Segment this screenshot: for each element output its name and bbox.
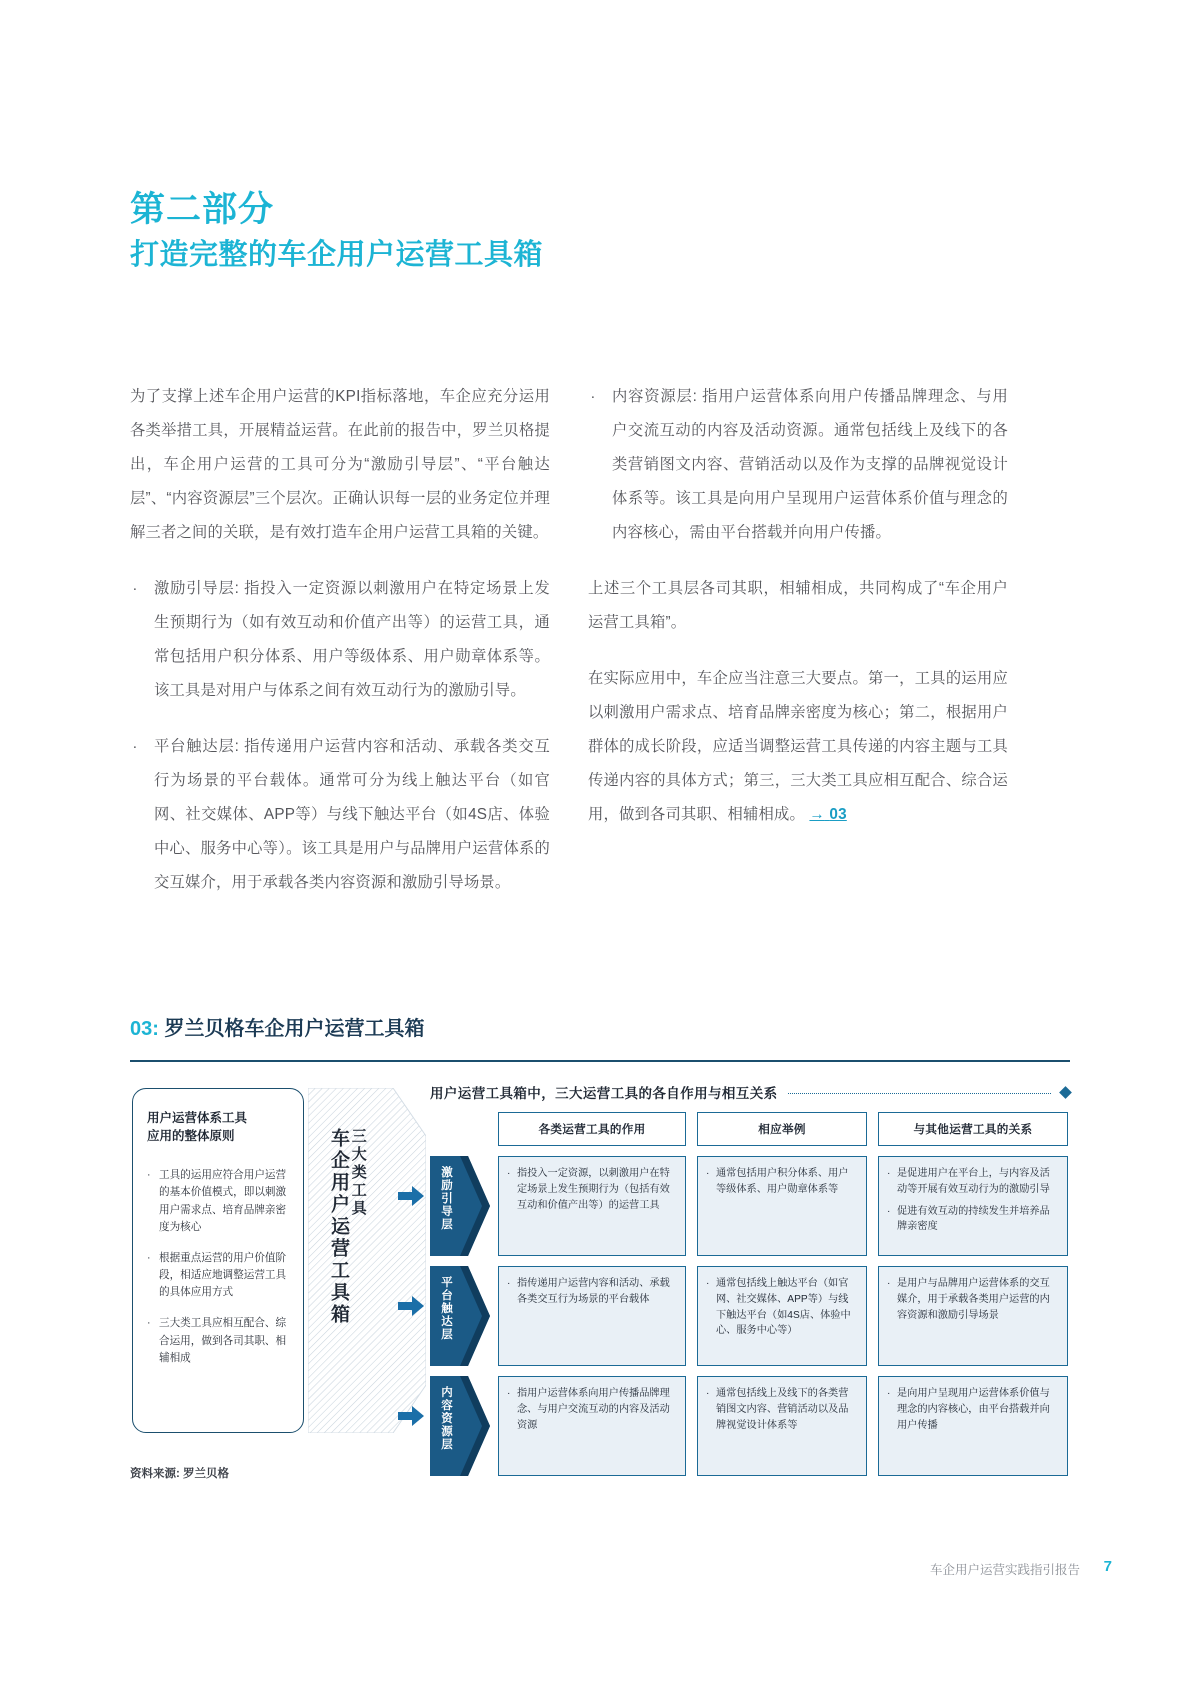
cell-list bbox=[887, 1386, 1059, 1433]
bullet-dot-icon: · bbox=[507, 1278, 511, 1289]
list-item-text: 通常包括线上及线下的各类营销图文内容、营销活动以及品牌视觉设计体系等 bbox=[716, 1388, 849, 1431]
bullet-dot-icon: · bbox=[507, 1168, 511, 1179]
list-item-text: 促进有效互动的持续发生并培养品牌亲密度 bbox=[897, 1205, 1050, 1233]
application-paragraph-text: 在实际应用中，车企应当注意三大要点。第一，工具的运用应以刺激用户需求点、培育品牌亲密度为核心；第二，根据用户群体的成长阶段，应适当调整运营工具传递的内容主题与工具传递内容的具体方式；第三，三大类工具应相互配合、综合运用，做到各司其职、相辅相成。 bbox=[588, 670, 1008, 823]
row-cells bbox=[490, 1376, 1070, 1476]
cell-list bbox=[706, 1276, 858, 1339]
principle-card-title bbox=[147, 1109, 289, 1145]
list-item-text: 工具的运用应符合用户运营的基本价值模式，即以刺激用户需求点、培育品牌亲密度为核心 bbox=[159, 1169, 287, 1233]
source-note: 资料来源: 罗兰贝格 bbox=[130, 1468, 230, 1480]
connector-arrow-icon-3 bbox=[398, 1404, 426, 1428]
bullet-dot-icon: · bbox=[590, 388, 596, 405]
funnel-label-line2: 三大类工具 bbox=[349, 1128, 367, 1218]
column-header: 相应举例 bbox=[697, 1112, 867, 1146]
diamond-marker-icon bbox=[1059, 1086, 1072, 1099]
list-item bbox=[887, 1204, 1059, 1236]
exhibit-matrix bbox=[430, 1112, 1070, 1451]
layer-label: 内容资源层 bbox=[440, 1386, 452, 1451]
table-cell bbox=[878, 1376, 1068, 1476]
list-item-text: 指用户运营体系向用户传播品牌理念、与用户交流互动的内容及活动资源 bbox=[517, 1388, 670, 1431]
application-paragraph bbox=[588, 662, 1008, 832]
table-row bbox=[430, 1156, 1070, 1256]
list-item bbox=[706, 1166, 858, 1198]
list-item bbox=[507, 1276, 677, 1308]
bullet-dot-icon: · bbox=[887, 1205, 891, 1217]
column-header: 各类运营工具的作用 bbox=[498, 1112, 686, 1146]
left-bullet-list bbox=[130, 572, 550, 900]
list-item bbox=[147, 1167, 289, 1236]
table-cell bbox=[697, 1266, 867, 1366]
row-cells bbox=[490, 1266, 1070, 1366]
bullet-dot-icon: · bbox=[132, 738, 138, 755]
layer-label: 激励引导层 bbox=[440, 1166, 452, 1231]
list-item-text: 指投入一定资源，以刺激用户在特定场景上发生预期行为（包括有效互动和价值产出等）的运营工具 bbox=[517, 1168, 670, 1211]
cell-list bbox=[887, 1276, 1059, 1323]
right-arrow-icon: → bbox=[809, 806, 825, 823]
table-cell bbox=[697, 1376, 867, 1476]
page-title-block bbox=[130, 190, 543, 273]
connector-arrow-icon-2 bbox=[398, 1294, 426, 1318]
funnel-label-line1: 车企用户运营工具箱 bbox=[327, 1128, 349, 1326]
list-item bbox=[706, 1386, 858, 1433]
list-item-text: 三大类工具应相互配合、综合运用，做到各司其职、相辅相成 bbox=[159, 1317, 287, 1364]
list-item-text: 指传递用户运营内容和活动、承载各类交互行为场景的平台载体 bbox=[517, 1278, 670, 1305]
list-item-text: 激励引导层: 指投入一定资源以刺激用户在特定场景上发生预期行为（如有效互动和价值产出等）的运营工具，通常包括用户积分体系、用户等级体系、用户勋章体系等。该工具是对用户与体系之间有效互动行为的激励引导。 bbox=[154, 580, 550, 699]
list-item bbox=[147, 1315, 289, 1366]
table-cell bbox=[878, 1156, 1068, 1256]
bullet-dot-icon: · bbox=[147, 1169, 151, 1182]
cell-list bbox=[706, 1166, 858, 1198]
exhibit-colon: : bbox=[152, 1018, 159, 1040]
row-cells bbox=[490, 1156, 1070, 1256]
principle-list bbox=[147, 1167, 289, 1367]
funnel-chevron-shape bbox=[308, 1088, 426, 1433]
layer-tab-incentive bbox=[430, 1156, 490, 1256]
list-item bbox=[507, 1166, 677, 1213]
connector-arrow-icon-1 bbox=[398, 1184, 426, 1208]
table-cell bbox=[498, 1376, 686, 1476]
exhibit-heading bbox=[130, 1012, 424, 1041]
exhibit-top-rule bbox=[130, 1060, 1070, 1062]
dotted-rule bbox=[788, 1093, 1052, 1094]
list-item bbox=[507, 1386, 677, 1433]
layer-label: 平台触达层 bbox=[440, 1276, 452, 1341]
exhibit-subheading bbox=[430, 1082, 1070, 1102]
list-item-text: 是促进用户在平台上，与内容及活动等开展有效互动行为的激励引导 bbox=[897, 1168, 1050, 1195]
bullet-dot-icon: · bbox=[147, 1251, 151, 1264]
list-item bbox=[130, 730, 550, 900]
list-item-text: 通常包括用户积分体系、用户等级体系、用户勋章体系等 bbox=[716, 1168, 849, 1195]
exhibit-subheading-text: 用户运营工具箱中，三大运营工具的各自作用与相互关系 bbox=[430, 1086, 778, 1101]
column-header: 与其他运营工具的关系 bbox=[878, 1112, 1068, 1146]
page-title: 打造完整的车企用户运营工具箱 bbox=[130, 239, 544, 272]
body-columns bbox=[130, 380, 1075, 922]
exhibit-cross-reference-label: 03 bbox=[829, 806, 847, 823]
bullet-dot-icon: · bbox=[887, 1278, 891, 1289]
page-number: 7 bbox=[1103, 1558, 1112, 1575]
matrix-header-row bbox=[498, 1112, 1070, 1146]
list-item-text: 是向用户呈现用户运营体系价值与理念的内容核心，由平台搭载并向用户传播 bbox=[897, 1388, 1050, 1431]
bullet-dot-icon: · bbox=[887, 1168, 891, 1179]
list-item bbox=[147, 1250, 289, 1301]
table-cell bbox=[697, 1156, 867, 1256]
exhibit-title: 罗兰贝格车企用户运营工具箱 bbox=[164, 1018, 425, 1040]
cell-list bbox=[887, 1166, 1059, 1235]
principle-title-line2: 应用的整体原则 bbox=[147, 1129, 235, 1144]
bullet-dot-icon: · bbox=[132, 580, 138, 597]
table-row bbox=[430, 1266, 1070, 1366]
principle-title-line1: 用户运营体系工具 bbox=[147, 1111, 248, 1125]
list-item-text: 是用户与品牌用户运营体系的交互媒介，用于承载各类用户运营的内容资源和激励引导场景 bbox=[897, 1278, 1050, 1321]
part-label: 第二部分 bbox=[130, 190, 275, 229]
list-item bbox=[130, 572, 550, 708]
bullet-dot-icon: · bbox=[706, 1168, 710, 1179]
bullet-dot-icon: · bbox=[706, 1388, 710, 1399]
list-item-text: 通常包括线上触达平台（如官网、社交媒体、APP等）与线下触达平台（如4S店、体验中心、服务中心等） bbox=[716, 1278, 851, 1337]
list-item-text: 根据重点运营的用户价值阶段，相适应地调整运营工具的具体应用方式 bbox=[159, 1251, 287, 1299]
list-item bbox=[887, 1386, 1059, 1433]
list-item-text: 内容资源层: 指用户运营体系向用户传播品牌理念、与用户交流互动的内容及活动资源。通常包括线上及线下的各类营销图文内容、营销活动以及作为支撑的品牌视觉设计体系等。该工具是向用户呈现用户运营体系价值与理念的内容核心，需由平台搭载并向用户传播。 bbox=[612, 388, 1008, 541]
list-item bbox=[588, 380, 1008, 550]
list-item bbox=[706, 1276, 858, 1339]
cell-list bbox=[507, 1276, 677, 1308]
list-item-text: 平台触达层: 指传递用户运营内容和活动、承载各类交互行为场景的平台载体。通常可分为线上触达平台（如官网、社交媒体、APP等）与线下触达平台（如4S店、体验中心、服务中心等）。该工具是用户与品牌用户运营体系的交互媒介，用于承载各类内容资源和激励引导场景。 bbox=[154, 738, 550, 891]
intro-paragraph: 为了支撑上述车企用户运营的KPI指标落地，车企应充分运用各类举措工具，开展精益运营。在此前的报告中，罗兰贝格提出，车企用户运营的工具可分为“激励引导层”、“平台触达层”、“内容资源层”三个层次。正确认识每一层的业务定位并理解三者之间的关联，是有效打造车企用户运营工具箱的关键。 bbox=[130, 388, 550, 541]
bullet-dot-icon: · bbox=[706, 1278, 710, 1289]
funnel-label bbox=[328, 1128, 406, 1326]
principle-card bbox=[132, 1088, 304, 1433]
exhibit-cross-reference-link[interactable] bbox=[809, 806, 846, 823]
cell-list bbox=[507, 1166, 677, 1213]
table-row bbox=[430, 1376, 1070, 1476]
layer-tab-platform bbox=[430, 1266, 490, 1366]
exhibit-number: 03 bbox=[130, 1018, 153, 1040]
exhibit-figure bbox=[130, 1060, 1070, 1450]
cell-list bbox=[706, 1386, 858, 1433]
footer-document-title: 车企用户运营实践指引报告 bbox=[929, 1563, 1080, 1577]
table-cell bbox=[498, 1156, 686, 1256]
layer-tab-content bbox=[430, 1376, 490, 1476]
cell-list bbox=[507, 1386, 677, 1433]
summary-paragraph: 上述三个工具层各司其职，相辅相成，共同构成了“车企用户运营工具箱”。 bbox=[588, 580, 1008, 631]
table-cell bbox=[498, 1266, 686, 1366]
bullet-dot-icon: · bbox=[147, 1317, 151, 1330]
list-item bbox=[887, 1166, 1059, 1198]
table-cell bbox=[878, 1266, 1068, 1366]
bullet-dot-icon: · bbox=[887, 1388, 891, 1399]
bullet-dot-icon: · bbox=[507, 1388, 511, 1399]
left-column bbox=[130, 380, 550, 922]
right-bullet-list bbox=[588, 380, 1008, 550]
list-item bbox=[887, 1276, 1059, 1323]
right-column bbox=[588, 380, 1008, 922]
